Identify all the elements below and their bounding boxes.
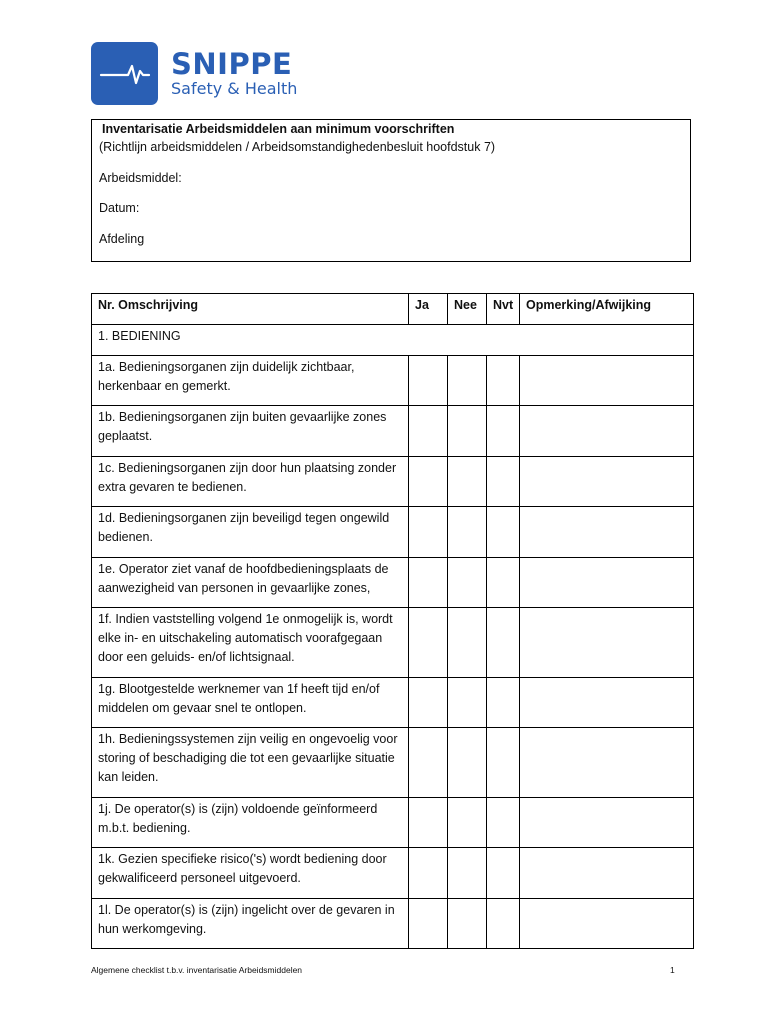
table-row	[92, 457, 694, 507]
section-title: 1. BEDIENING	[92, 325, 694, 356]
row-description: 1f. Indien vaststelling volgend 1e onmogelijk is, wordt elke in- en uitschakeling automatisch voorafgegaan door een geluids- en/of lichtsignaal.	[92, 608, 409, 678]
cell-opmerking[interactable]	[520, 848, 694, 899]
table-row	[92, 356, 694, 406]
footer-text: Algemene checklist t.b.v. inventarisatie Arbeidsmiddelen	[91, 965, 303, 975]
cell-opmerking[interactable]	[520, 558, 694, 608]
field-datum: Datum:	[99, 201, 140, 215]
row-description: 1d. Bedieningsorganen zijn beveiligd tegen ongewild bedienen.	[92, 507, 409, 558]
cell-ja[interactable]	[409, 728, 448, 798]
cell-nee[interactable]	[448, 798, 487, 848]
document-title: Inventarisatie Arbeidsmiddelen aan minimum voorschriften	[102, 122, 455, 136]
document-subtitle: (Richtlijn arbeidsmiddelen / Arbeidsomstandighedenbesluit hoofdstuk 7)	[99, 140, 496, 154]
cell-opmerking[interactable]	[520, 899, 694, 949]
cell-nee[interactable]	[448, 899, 487, 949]
table-row	[92, 728, 694, 798]
cell-ja[interactable]	[409, 356, 448, 406]
table-row	[92, 608, 694, 678]
cell-nee[interactable]	[448, 406, 487, 457]
header-nee: Nee	[448, 294, 487, 325]
cell-opmerking[interactable]	[520, 678, 694, 728]
field-afdeling: Afdeling	[99, 232, 145, 246]
cell-opmerking[interactable]	[520, 608, 694, 678]
cell-nvt[interactable]	[487, 457, 520, 507]
cell-nee[interactable]	[448, 558, 487, 608]
heartbeat-icon	[91, 42, 158, 105]
row-description: 1a. Bedieningsorganen zijn duidelijk zichtbaar, herkenbaar en gemerkt.	[92, 356, 409, 406]
cell-ja[interactable]	[409, 798, 448, 848]
cell-ja[interactable]	[409, 406, 448, 457]
info-box	[91, 119, 691, 262]
checklist-table	[91, 293, 694, 949]
cell-nvt[interactable]	[487, 899, 520, 949]
cell-nee[interactable]	[448, 356, 487, 406]
table-row	[92, 848, 694, 899]
cell-nvt[interactable]	[487, 507, 520, 558]
row-description: 1c. Bedieningsorganen zijn door hun plaatsing zonder extra gevaren te bedienen.	[92, 457, 409, 507]
cell-ja[interactable]	[409, 848, 448, 899]
logo-brand: SNIPPE	[171, 46, 293, 81]
header-opmerking: Opmerking/Afwijking	[520, 294, 694, 325]
cell-nvt[interactable]	[487, 678, 520, 728]
cell-nvt[interactable]	[487, 728, 520, 798]
cell-nee[interactable]	[448, 678, 487, 728]
cell-opmerking[interactable]	[520, 356, 694, 406]
row-description: 1e. Operator ziet vanaf de hoofdbedieningsplaats de aanwezigheid van personen in gevaarlijke zones,	[92, 558, 409, 608]
cell-nvt[interactable]	[487, 798, 520, 848]
cell-ja[interactable]	[409, 507, 448, 558]
cell-opmerking[interactable]	[520, 406, 694, 457]
table-row	[92, 558, 694, 608]
cell-nee[interactable]	[448, 507, 487, 558]
table-header-row	[92, 294, 694, 325]
cell-opmerking[interactable]	[520, 507, 694, 558]
cell-ja[interactable]	[409, 678, 448, 728]
cell-nvt[interactable]	[487, 406, 520, 457]
table-row	[92, 678, 694, 728]
cell-ja[interactable]	[409, 608, 448, 678]
cell-nvt[interactable]	[487, 848, 520, 899]
table-row	[92, 899, 694, 949]
cell-opmerking[interactable]	[520, 798, 694, 848]
company-logo	[91, 42, 297, 105]
row-description: 1k. Gezien specifieke risico('s) wordt bediening door gekwalificeerd personeel uitgevoerd.	[92, 848, 409, 899]
cell-opmerking[interactable]	[520, 457, 694, 507]
cell-nee[interactable]	[448, 608, 487, 678]
cell-ja[interactable]	[409, 457, 448, 507]
table-row	[92, 406, 694, 457]
header-omschrijving: Nr. Omschrijving	[92, 294, 409, 325]
cell-nvt[interactable]	[487, 608, 520, 678]
cell-nee[interactable]	[448, 728, 487, 798]
cell-nee[interactable]	[448, 848, 487, 899]
row-description: 1b. Bedieningsorganen zijn buiten gevaarlijke zones geplaatst.	[92, 406, 409, 457]
cell-nvt[interactable]	[487, 558, 520, 608]
table-row	[92, 507, 694, 558]
row-description: 1j. De operator(s) is (zijn) voldoende geïnformeerd m.b.t. bediening.	[92, 798, 409, 848]
logo-tagline: Safety & Health	[171, 78, 298, 98]
cell-nvt[interactable]	[487, 356, 520, 406]
section-row	[92, 325, 694, 356]
header-ja: Ja	[409, 294, 448, 325]
field-arbeidsmiddel: Arbeidsmiddel:	[99, 171, 182, 185]
page-number: 1	[670, 965, 675, 975]
cell-nee[interactable]	[448, 457, 487, 507]
row-description: 1h. Bedieningssystemen zijn veilig en ongevoelig voor storing of beschadiging die tot een gevaarlijke situatie kan leiden.	[92, 728, 409, 798]
table-row	[92, 798, 694, 848]
cell-ja[interactable]	[409, 558, 448, 608]
row-description: 1g. Blootgestelde werknemer van 1f heeft tijd en/of middelen om gevaar snel te ontlopen.	[92, 678, 409, 728]
cell-opmerking[interactable]	[520, 728, 694, 798]
cell-ja[interactable]	[409, 899, 448, 949]
row-description: 1l. De operator(s) is (zijn) ingelicht over de gevaren in hun werkomgeving.	[92, 899, 409, 949]
header-nvt: Nvt	[487, 294, 520, 325]
